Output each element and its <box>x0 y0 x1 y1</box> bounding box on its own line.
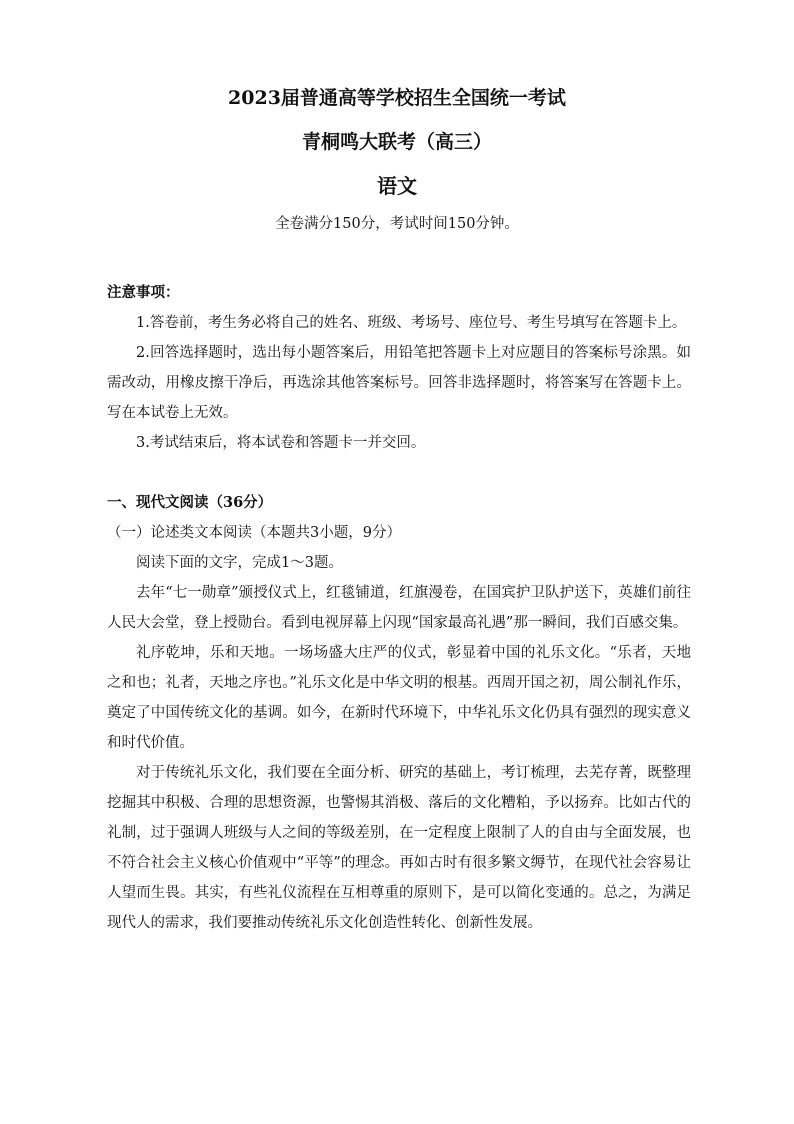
subject-title: 语文 <box>377 174 417 198</box>
passage-paragraph-2: 礼序乾坤，乐和天地。一场场盛大庄严的仪式，彰显着中国的礼乐文化。“乐者，天地之和也；礼者，天地之序也。”礼乐文化是中华文明的根基。西周开国之初，周公制礼作乐，奠定了中国传统文化的基调。如今，在新时代环境下，中华礼乐文化仍具有强烈的现实意义和时代价值。 <box>107 645 691 751</box>
section-heading: 一、现代文阅读（36分） <box>107 494 273 511</box>
passage-paragraph-1: 去年“七一勋章”颁授仪式上，红毯铺道，红旗漫卷，在国宾护卫队护送下，英雄们前往人民大会堂，登上授勋台。看到电视屏幕上闪现“国家最高礼遇”那一瞬间，我们百感交集。 <box>107 585 691 631</box>
notice-heading: 注意事项： <box>107 284 180 301</box>
notice-item-3: 3.考试结束后，将本试卷和答题卡一并交回。 <box>136 435 426 451</box>
section-subheading: （一）论述类文本阅读（本题共3小题，9分） <box>107 525 401 541</box>
exam-subtitle: 青桐鸣大联考（高三） <box>301 131 492 153</box>
reading-instruction: 阅读下面的文字，完成1～3题。 <box>136 555 343 571</box>
exam-body <box>107 278 691 938</box>
exam-info: 全卷满分150分，考试时间150分钟。 <box>275 216 519 232</box>
exam-title: 2023届普通高等学校招生全国统一考试 <box>228 87 566 109</box>
passage-paragraph-3: 对于传统礼乐文化，我们要在全面分析、研究的基础上，考订梳理，去芜存菁，既整理挖掘其中积极、合理的思想资源，也警惕其消极、落后的文化糟粕，予以扬弃。比如古代的礼制，过于强调人班级与人之间的等级差别，在一定程度上限制了人的自由与全面发展，也不符合社会主义核心价值观中“平等”的理念。再如古时有很多繁文缛节，在现代社会容易让人望而生畏。其实，有些礼仪流程在互相尊重的原则下，是可以简化变通的。总之，为满足现代人的需求，我们要推动传统礼乐文化创造性转化、创新性发展。 <box>107 765 691 931</box>
notice-item-1: 1.答卷前，考生务必将自己的姓名、班级、考场号、座位号、考生号填写在答题卡上。 <box>136 315 687 331</box>
notice-item-2: 2.回答选择题时，选出每小题答案后，用铅笔把答题卡上对应题目的答案标号涂黑。如需改动，用橡皮擦干净后，再选涂其他答案标号。回答非选择题时，将答案写在答题卡上。写在本试卷上无效。 <box>107 345 691 421</box>
